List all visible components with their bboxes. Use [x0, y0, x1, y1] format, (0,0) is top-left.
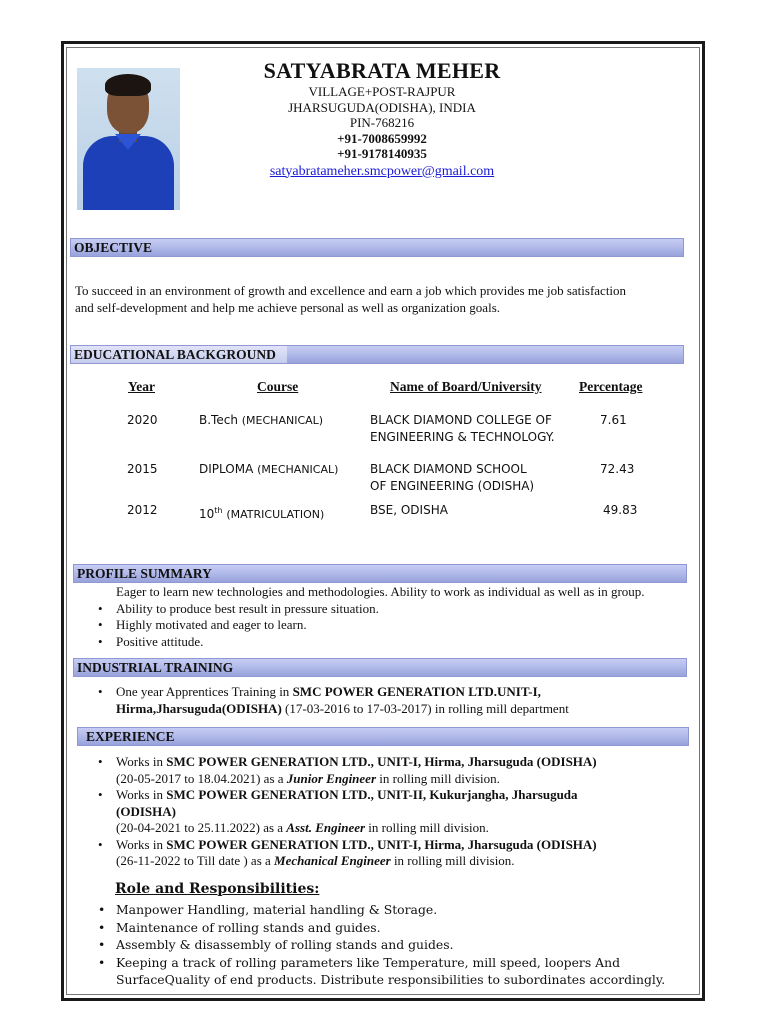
edu-year: 2012	[127, 503, 158, 517]
list-item: Eager to learn new technologies and methodologies. Ability to work as individual as well as in group.	[116, 584, 645, 599]
edu-course: B.Tech (MECHANICAL)	[199, 413, 324, 427]
list-item: • Positive attitude.	[96, 634, 696, 651]
education-heading-bar	[70, 345, 684, 364]
edu-board-line-1: BSE, ODISHA	[370, 503, 448, 517]
contact-header	[200, 58, 564, 181]
edu-board-line-1: BLACK DIAMOND SCHOOL	[370, 462, 527, 476]
col-board: Name of Board/University	[390, 379, 542, 394]
edu-percentage: 7.61	[600, 413, 627, 427]
list-item: • Manpower Handling, material handling & Storage.	[96, 901, 696, 919]
pin-code: PIN-768216	[349, 115, 415, 130]
training-heading: INDUSTRIAL TRAINING	[77, 660, 234, 675]
list-item: • Keeping a track of rolling parameters like Temperature, mill speed, loopers And	[96, 954, 696, 972]
edu-year: 2015	[127, 462, 158, 476]
address-line-1: VILLAGE+POST-RAJPUR	[308, 84, 456, 99]
col-course: Course	[257, 379, 299, 394]
experience-heading: EXPERIENCE	[86, 729, 175, 744]
col-year: Year	[128, 379, 155, 394]
list-item: • Highly motivated and eager to learn.	[96, 617, 696, 634]
education-heading: EDUCATIONAL BACKGROUND	[74, 347, 276, 362]
objective-heading-bar	[70, 238, 684, 257]
objective-heading: OBJECTIVE	[74, 240, 153, 255]
list-item: • Works in SMC POWER GENERATION LTD., UNIT-I, Hirma, Jharsuguda (ODISHA) (26-11-2022 to Till date ) as a Mechanical Engineer in rolling mill division.	[96, 837, 696, 870]
edu-board-line-2: OF ENGINEERING (ODISHA)	[370, 479, 535, 493]
list-item: • One year Apprentices Training in SMC POWER GENERATION LTD.UNIT-I, Hirma,Jharsuguda(ODISHA) (17-03-2016 to 17-03-2017) in rolling mill department	[96, 684, 696, 717]
profile-photo	[77, 68, 180, 210]
list-item: • Assembly & disassembly of rolling stands and guides.	[96, 936, 696, 954]
roles-list	[96, 901, 696, 989]
profile-list	[96, 584, 696, 650]
edu-board-line-2: ENGINEERING & TECHNOLOGY.	[370, 430, 555, 444]
edu-percentage: 49.83	[603, 503, 638, 517]
list-item: • Works in SMC POWER GENERATION LTD., UNIT-II, Kukurjangha, Jharsuguda (ODISHA) (20-04-2021 to 25.11.2022) as a Asst. Engineer in rolling mill division.	[96, 787, 696, 837]
experience-list	[96, 754, 696, 870]
experience-heading-bar	[77, 727, 689, 746]
list-item: SurfaceQuality of end products. Distribute responsibilities to subordinates accordingly.	[116, 972, 666, 987]
phone-1: +91-7008659992	[337, 130, 427, 146]
training-list	[96, 684, 696, 717]
address-line-2: JHARSUGUDA(ODISHA), INDIA	[288, 99, 476, 115]
list-item: • Ability to produce best result in pressure situation.	[96, 601, 696, 618]
col-percentage: Percentage	[579, 379, 643, 394]
edu-course: DIPLOMA (MECHANICAL)	[199, 462, 339, 476]
edu-year: 2020	[127, 413, 158, 427]
phone-2: +91-9178140935	[337, 146, 427, 161]
list-item: • Maintenance of rolling stands and guides.	[96, 919, 696, 937]
objective-text	[75, 282, 695, 316]
roles-heading: Role and Responsibilities:	[115, 881, 320, 897]
objective-line-2: and self-development and help me achieve personal as well as organization goals.	[75, 300, 501, 315]
email-link[interactable]: satyabratameher.smcpower@gmail.com	[269, 163, 495, 179]
objective-line-1: To succeed in an environment of growth and excellence and earn a job which provides me job satisfaction	[75, 283, 627, 298]
edu-percentage: 72.43	[600, 462, 635, 476]
edu-course: 10th (MATRICULATION)	[199, 506, 325, 521]
training-heading-bar	[73, 658, 687, 677]
profile-heading-bar	[73, 564, 687, 583]
edu-board-line-1: BLACK DIAMOND COLLEGE OF	[370, 413, 552, 427]
candidate-name: SATYABRATA MEHER	[263, 58, 501, 83]
profile-heading: PROFILE SUMMARY	[77, 566, 212, 581]
list-item: • Works in SMC POWER GENERATION LTD., UNIT-I, Hirma, Jharsuguda (ODISHA) (20-05-2017 to 18.04.2021) as a Junior Engineer in rolling mill division.	[96, 754, 696, 787]
